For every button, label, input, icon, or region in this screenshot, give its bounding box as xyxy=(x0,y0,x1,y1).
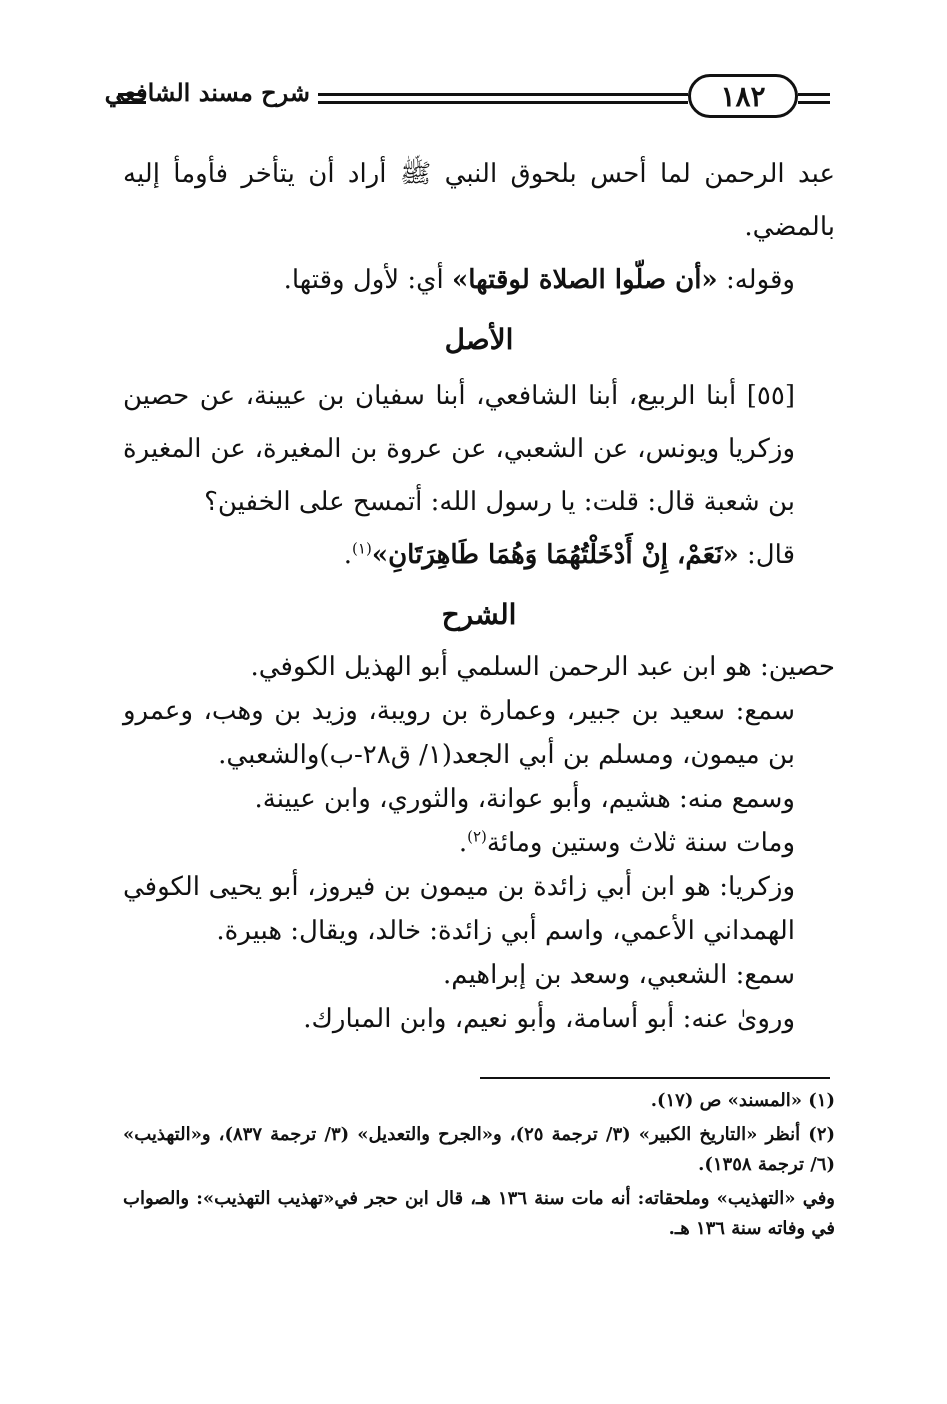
text: أي: لأول وقتها. xyxy=(283,265,452,295)
footnote-ref: (٢) xyxy=(467,827,487,846)
text: قال: xyxy=(738,540,795,570)
footnote-separator xyxy=(480,1077,830,1079)
footnote: وفي «التهذيب» وملحقاته: أنه مات سنة ١٣٦ هـ، قال ابن حجر في«تهذيب التهذيب»: والصواب في وفاته سنة ١٣٦ هـ. xyxy=(123,1188,835,1239)
text: ومات سنة ثلاث وستين ومائة xyxy=(486,828,795,858)
section-heading-asl: الأصل xyxy=(444,323,514,356)
paragraph: وسمع منه: هشيم، وأبو عوانة، والثوري، وابن عيينة. xyxy=(254,784,795,814)
text: وقوله: xyxy=(717,265,795,295)
header-rule-middle xyxy=(318,93,688,96)
footnote: (٢) أنظر «التاريخ الكبير» (٣/ ترجمة ٢٥)، و«الجرح والتعديل» (٣/ ترجمة ٨٣٧)، و«التهذيب» (٦/ ترجمة ١٣٥٨). xyxy=(123,1124,836,1175)
footnote: (١) «المسند» ص (١٧). xyxy=(650,1090,835,1111)
page-header xyxy=(104,70,830,126)
book-title: شرح مسند الشافعي xyxy=(104,78,310,107)
paragraph xyxy=(123,254,835,307)
section-heading-sharh: الشرح xyxy=(441,598,517,631)
hadith-quote: «نَعَمْ، إِنْ أَدْخَلْتُهُمَا وَهُمَا طَاهِرَتَانِ» xyxy=(371,540,739,570)
footnotes xyxy=(123,1086,835,1248)
paragraph: وروىٰ عنه: أبو أسامة، وأبو نعيم، وابن المبارك. xyxy=(303,1004,795,1034)
paragraph xyxy=(123,529,835,582)
text: . xyxy=(343,540,353,570)
page-number: ١٨٢ xyxy=(688,74,798,118)
header-rule-middle-2 xyxy=(318,101,688,104)
quote: «أن صلّوا الصلاة لوقتها» xyxy=(452,265,718,295)
paragraph: حصين: هو ابن عبد الرحمن السلمي أبو الهذيل الكوفي. xyxy=(250,652,835,682)
main-text xyxy=(123,148,835,1041)
commentary xyxy=(123,645,835,1041)
paragraph: [٥٥] أبنا الربيع، أبنا الشافعي، أبنا سفيان بن عيينة، عن حصين وزكريا ويونس، عن الشعبي، عن عروة بن المغيرة، عن المغيرة بن شعبة قال: قلت: يا رسول الله: أتمسح على الخفين؟ xyxy=(123,381,795,517)
paragraph: عبد الرحمن لما أحس بلحوق النبي ﷺ أراد أن يتأخر فأومأ إليه بالمضي. xyxy=(123,159,835,242)
header-rule-right-2 xyxy=(798,101,830,104)
paragraph xyxy=(123,821,835,865)
paragraph: سمع: سعيد بن جبير، وعمارة بن رويبة، وزيد بن وهب، وعمرو بن ميمون، ومسلم بن أبي الجعد(١/ ق٢٨-ب)والشعبي. xyxy=(123,696,795,770)
paragraph: وزكريا: هو ابن أبي زائدة بن ميمون بن فيروز، أبو يحيى الكوفي الهمداني الأعمي، واسم أبي زائدة: خالد، ويقال: هبيرة. xyxy=(123,872,795,946)
paragraph: سمع: الشعبي، وسعد بن إبراهيم. xyxy=(443,960,795,990)
footnote-ref: (١) xyxy=(352,539,372,558)
header-rule-right xyxy=(798,93,830,96)
text: . xyxy=(458,828,468,858)
